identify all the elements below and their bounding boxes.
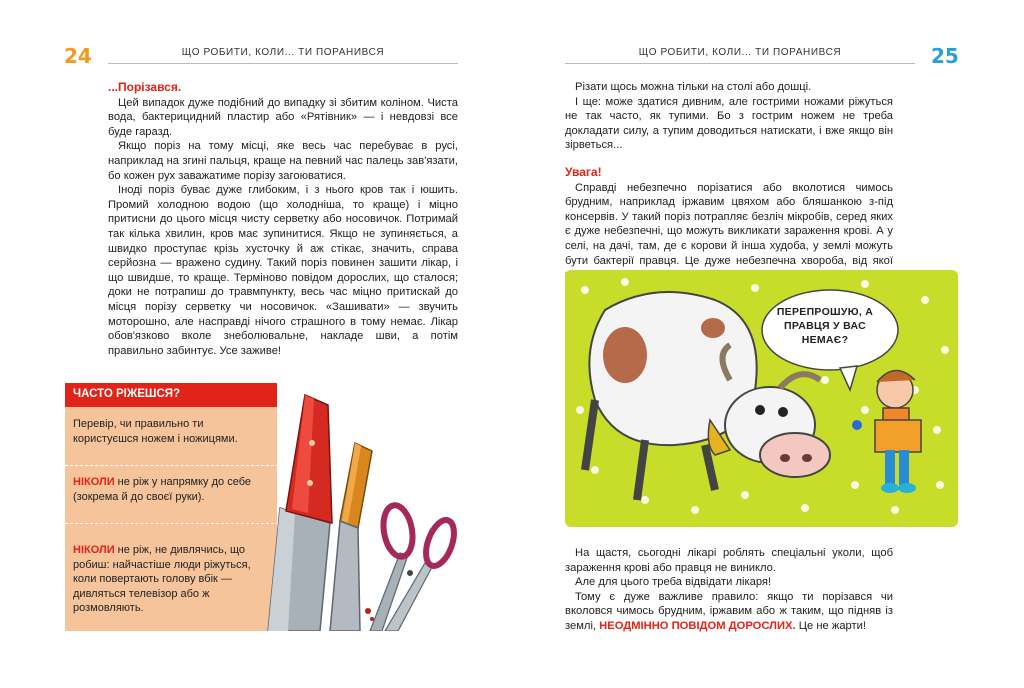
tip-item-2 — [73, 475, 263, 504]
tip-item-3-text: не ріж, не дивлячись, що робиш: найчастіше люди ріжуться, коли повертають голову вбік — дивляться телевізор або ж розмовляють. — [73, 544, 251, 614]
page-number-right: 25 — [931, 44, 959, 68]
left-body-text — [108, 80, 458, 358]
paring-knife-icon — [330, 443, 372, 631]
final-paragraph — [565, 590, 893, 634]
right-closing-text — [565, 546, 893, 634]
final-text: Тому є дуже важливе правило: якщо ти порізався чи вколовся чимось брудним, іржавим або ж таким, що підняв із землі, — [565, 590, 893, 632]
never-label: НІКОЛИ — [73, 476, 115, 488]
header-rule-right — [565, 63, 915, 64]
running-title-left: ЩО РОБИТИ, КОЛИ... ТИ ПОРАНИВСЯ — [181, 47, 385, 58]
tip-item-3 — [73, 543, 263, 616]
speech-bubble-text: ПЕРЕПРОШУЮ, А ПРАВЦЯ У ВАС НЕМАЄ? — [776, 306, 874, 346]
section-heading-cut: ...Порізався. — [108, 80, 182, 94]
tip-item-1: Перевір, чи правильно ти користуєшся ножем і ножицями. — [73, 418, 238, 445]
paragraph: Цей випадок дуже подібний до випадку зі збитим коліном. Чиста вода, бактерицидний пластир або «Рятівник» — і невдовзі все буде гаразд. — [108, 96, 458, 138]
warning-heading: Увага! — [565, 164, 602, 179]
tip-box-title: ЧАСТО РІЖЕШСЯ? — [65, 383, 277, 407]
running-title-right: ЩО РОБИТИ, КОЛИ... ТИ ПОРАНИВСЯ — [638, 47, 842, 58]
knives-scissors-illustration — [250, 383, 460, 631]
scissors-icon — [370, 503, 459, 631]
right-body-text — [565, 80, 893, 283]
paragraph: Іноді поріз буває дуже глибоким, і з нього кров так і юшить. Промий холодною водою (що холодніша, то краще) і міцно притисни до цього місця чисту серветку або носовичок. Потримай так кілька хвилин, кров має зупинитися. Якщо не зупиняється, а швидко проступає крізь хусточку й аж стікає, значить, справа серйозна — вражено судину. Такий поріз повинен зашити лікар, і що швидше, то краще. Терміново повідом дорослих, що сталося; доки не потрапиш до травмпункту, весь час міцно притискай до місця порізу серветку чи носовичок. «Зашивати» — звучить моторошно, але насправді нічого страшного в тому немає. Лікар обов'язково вколе знеболювальне, накладе шви, а потім правильно забинтує. Усе заживе! — [108, 184, 458, 357]
header-rule-left — [108, 63, 458, 64]
tell-adults-emphasis: НЕОДМІННО ПОВІДОМ ДОРОСЛИХ. — [599, 619, 796, 632]
paragraph: І ще: може здатися дивним, але гострими ножами ріжуться не так часто, як тупими. Бо з гострим ножем не треба докладати силу, а тупим доводиться натискати, і вже якщо він зірветься... — [565, 95, 893, 152]
page-number-left: 24 — [64, 44, 92, 68]
tip-item-2-text: не ріж у напрямку до себе (зокрема й до своєї руки). — [73, 476, 251, 503]
paragraph: Якщо поріз на тому місці, яке весь час перебуває в русі, наприклад на згині пальця, краще на певний час палець зав'язати, бо кожен рух заважатиме порізу загоюватися. — [108, 140, 458, 182]
cow-and-child-illustration — [565, 270, 958, 527]
paragraph: На щастя, сьогодні лікарі роблять спеціальні уколи, щоб зараження крові або правця не виникло. — [565, 547, 893, 574]
paragraph: Але для цього треба відвідати лікаря! — [575, 576, 772, 589]
paragraph: Різати щось можна тільки на столі або дошці. — [575, 81, 812, 93]
large-knife-icon — [268, 395, 332, 631]
warning-paragraph: Справді небезпечно порізатися або вколотися чимось брудним, наприклад іржавим цвяхом або бляшанкою з-під консервів. У такий поріз потрапляє безліч мікробів, серед яких є дуже небезпечні, що можуть викликати зараження крові. А у селі, на дачі, там, де є корови й інша худоба, у землі можуть бути бактерії правця. Це дуже небезпечна хвороба, від якої — [565, 181, 893, 267]
final-tail: Це не жарти! — [795, 619, 866, 632]
never-label: НІКОЛИ — [73, 544, 115, 556]
tip-box — [65, 383, 277, 631]
